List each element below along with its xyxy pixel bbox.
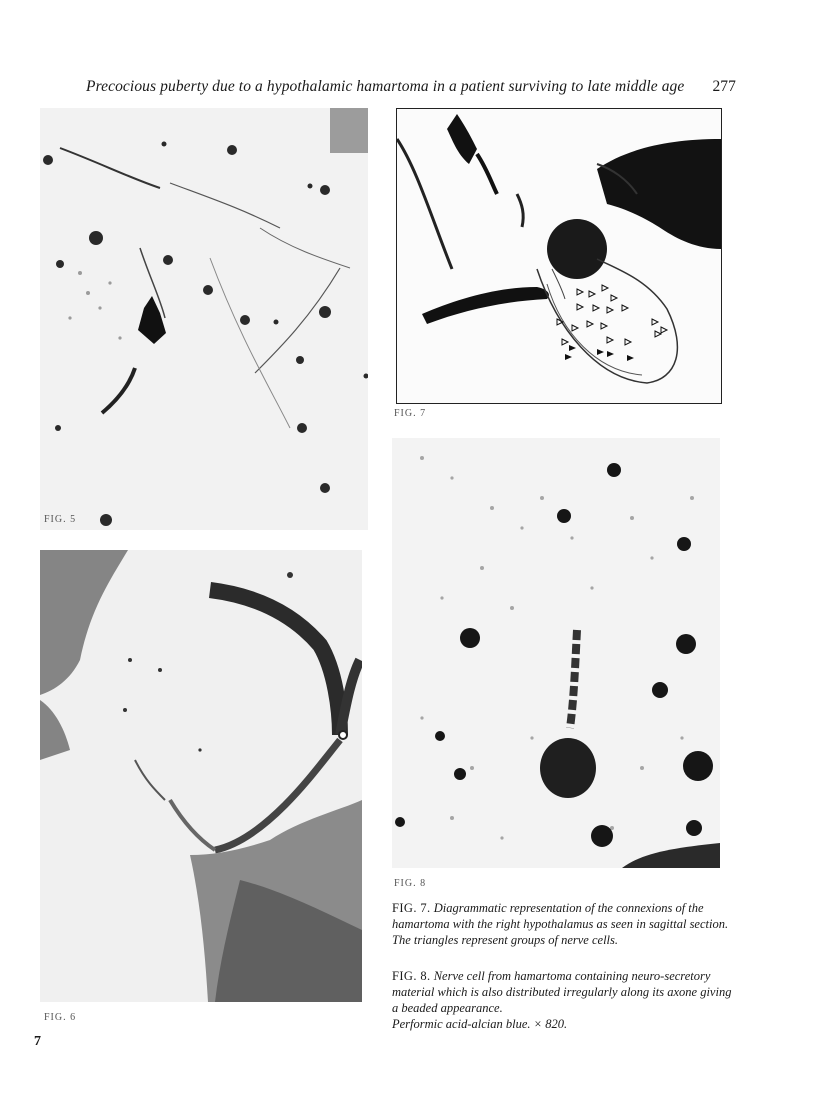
figure-7-caption-text: Diagrammatic representation of the connexions of the hamartoma with the right hypothalamus as seen in sagittal section. The triangles represent groups of nerve cells. <box>392 901 729 947</box>
running-title: Precocious puberty due to a hypothalamic hamartoma in a patient surviving to late middle age <box>86 78 685 95</box>
figure-7-image <box>397 109 721 403</box>
figure-7-label: FIG. 7 <box>394 408 427 419</box>
page-number: 277 <box>712 78 736 95</box>
figure-8-image <box>392 438 720 868</box>
figure-7-caption <box>392 900 732 948</box>
figure-8-caption-text: Nerve cell from hamartoma containing neuro-secretory material which is also distributed irregularly along its axone giving a beaded appearance. <box>392 969 732 1015</box>
figure-8-caption <box>392 968 732 1032</box>
figure-6-label: FIG. 6 <box>44 1012 77 1023</box>
figure-7-caption-ref: FIG. 7. <box>392 901 431 915</box>
folio-number: 7 <box>34 1034 41 1049</box>
figure-7-diagram <box>396 108 722 404</box>
figure-6-image <box>40 550 362 1002</box>
figure-5-image <box>40 108 368 530</box>
figure-8-micrograph <box>392 438 720 868</box>
figure-5-micrograph <box>40 108 368 530</box>
figure-5-label: FIG. 5 <box>44 514 77 525</box>
figure-8-label: FIG. 8 <box>394 878 427 889</box>
figure-6-micrograph <box>40 550 362 1002</box>
running-header <box>86 78 736 100</box>
figure-8-caption-ref: FIG. 8. <box>392 969 431 983</box>
figure-8-caption-stain: Performic acid-alcian blue. × 820. <box>392 1017 568 1031</box>
